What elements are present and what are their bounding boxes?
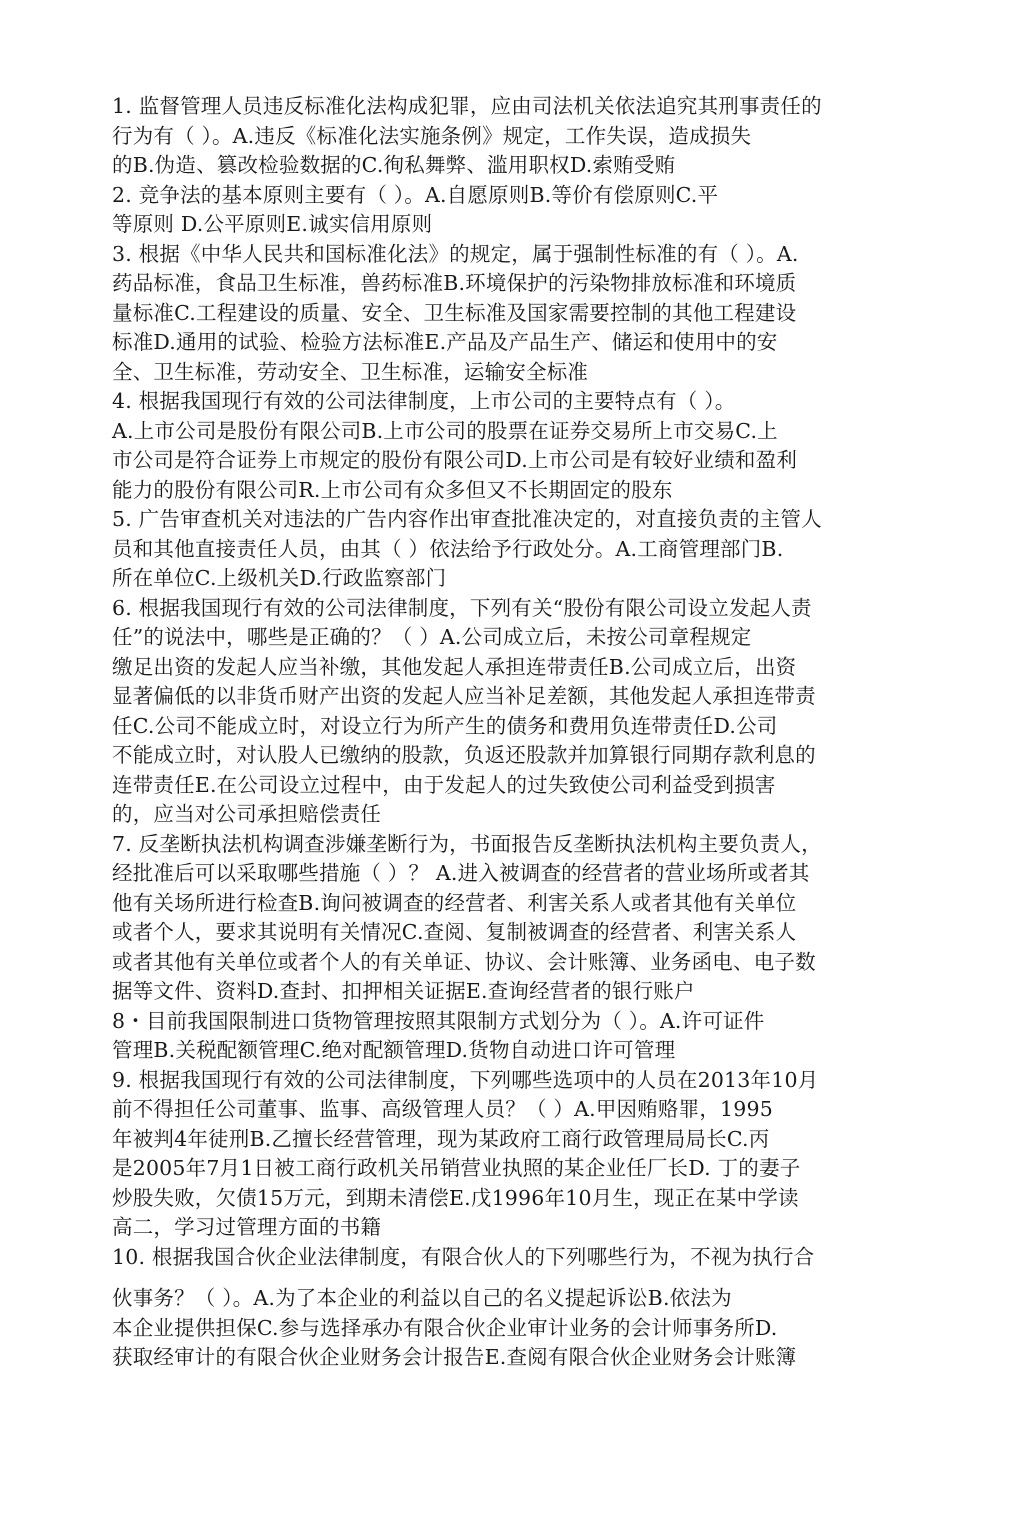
question-line: 能力的股份有限公司R.上市公司有众多但又不长期固定的股东 (112, 477, 673, 502)
question-line: 9. 根据我国现行有效的公司法律制度，下列哪些选项中的人员在2013年10月 (112, 1067, 819, 1092)
question-line: 任”的说法中，哪些是正确的？（ ）A.公司成立后，未按公司章程规定 (112, 625, 752, 649)
question-line: 所在单位C.上级机关D.行政监察部门 (112, 566, 447, 590)
question-line: 或者个人，要求其说明有关情况C.查阅、复制被调查的经营者、利害关系人 (112, 920, 797, 944)
question-line: 5. 广告审查机关对违法的广告内容作出审查批准决定的，对直接负责的主管人 (112, 507, 822, 531)
question-line: 3. 根据《中华人民共和国标准化法》的规定，属于强制性标准的有（ ）。A. (112, 241, 799, 266)
question-1 (112, 92, 892, 181)
question-line: 前不得担任公司董事、监事、高级管理人员？（ ）A.甲因贿赂罪，1995 (112, 1097, 774, 1121)
question-7 (112, 830, 892, 1007)
question-line: 量标准C.工程建设的质量、安全、卫生标准及国家需要控制的其他工程建设 (112, 300, 797, 325)
question-line: 年被判4年徒刑B.乙擅长经营管理，现为某政府工商行政管理局局长C.丙 (112, 1126, 770, 1151)
question-5 (112, 505, 892, 594)
question-line: 4. 根据我国现行有效的公司法律制度，上市公司的主要特点有（ ）。 (112, 389, 736, 413)
question-line: 市公司是符合证券上市规定的股份有限公司D.上市公司是有较好业绩和盈利 (112, 448, 798, 472)
question-line: 8・目前我国限制进口货物管理按照其限制方式划分为（ ）。A.许可证件 (112, 1008, 765, 1033)
question-line: 高二，学习过管理方面的书籍 (112, 1215, 382, 1239)
question-line: 全、卫生标准，劳动安全、卫生标准，运输安全标准 (112, 359, 589, 384)
question-line: 经批准后可以采取哪些措施（ ）？ A.进入被调查的经营者的营业场所或者其 (112, 861, 810, 885)
question-line: 显著偏低的以非货币财产出资的发起人应当补足差额，其他发起人承担连带责 (112, 684, 816, 708)
question-line: 或者其他有关单位或者个人的有关单证、协议、会计账簿、业务函电、电子数 (112, 949, 816, 974)
question-line: 标准D.通用的试验、检验方法标准E.产品及产品生产、储运和使用中的安 (112, 330, 778, 354)
question-list (112, 92, 892, 1373)
question-line: 10. 根据我国合伙企业法律制度，有限合伙人的下列哪些行为，不视为执行合 (112, 1244, 815, 1269)
question-8 (112, 1007, 892, 1066)
question-line: 6. 根据我国现行有效的公司法律制度，下列有关“股份有限公司设立发起人责 (112, 595, 812, 620)
question-line: 本企业提供担保C.参与选择承办有限合伙企业审计业务的会计师事务所D. (112, 1315, 778, 1340)
question-line: 据等文件、资料D.查封、扣押相关证据E.查询经营者的银行账户 (112, 979, 695, 1003)
question-line: 获取经审计的有限合伙企业财务会计报告E.查阅有限合伙企业财务会计账簿 (112, 1345, 797, 1369)
question-line: 他有关场所进行检查B.询问被调查的经营者、利害关系人或者其他有关单位 (112, 890, 797, 915)
question-line: 的，应当对公司承担赔偿责任 (112, 802, 382, 826)
question-line: 药品标准，食品卫生标准，兽药标准B.环境保护的污染物排放标准和环境质 (112, 271, 797, 295)
question-10 (112, 1243, 892, 1373)
question-line: 管理B.关税配额管理C.绝对配额管理D.货物自动进口许可管理 (112, 1038, 676, 1062)
question-line: 1. 监督管理人员违反标准化法构成犯罪，应由司法机关依法追究其刑事责任的 (112, 94, 822, 118)
question-line: 是2005年7月1日被工商行政机关吊销营业执照的某企业任厂长D. 丁的妻子 (112, 1156, 801, 1180)
question-line: 连带责任E.在公司设立过程中，由于发起人的过失致使公司利益受到损害 (112, 772, 776, 797)
question-line: 缴足出资的发起人应当补缴，其他发起人承担连带责任B.公司成立后，出资 (112, 654, 797, 679)
question-line: 不能成立时，对认股人已缴纳的股款，负返还股款并加算银行同期存款利息的 (112, 743, 816, 767)
question-4 (112, 387, 892, 505)
question-line: 员和其他直接责任人员，由其（ ）依法给予行政处分。A.工商管理部门B. (112, 536, 784, 561)
question-6 (112, 594, 892, 830)
question-3 (112, 240, 892, 388)
question-line: 7. 反垄断执法机构调查涉嫌垄断行为，书面报告反垄断执法机构主要负责人， (112, 831, 822, 856)
question-line: 的B.伪造、篡改检验数据的C.徇私舞弊、滥用职权D.索贿受贿 (112, 153, 676, 177)
question-9 (112, 1066, 892, 1243)
question-line: 炒股失败，欠债15万元，到期未清偿E.戊1996年10月生，现正在某中学读 (112, 1185, 799, 1210)
question-line: 2. 竞争法的基本原则主要有（ ）。A.自愿原则B.等价有偿原则C.平 (112, 182, 719, 207)
question-line: 任C.公司不能成立时，对设立行为所产生的债务和费用负连带责任D.公司 (112, 713, 778, 738)
question-2 (112, 181, 892, 240)
question-line: 等原则 D.公平原则E.诚实信用原则 (112, 212, 433, 236)
question-line: 行为有（ ）。A.违反《标准化法实施条例》规定，工作失误，造成损失 (112, 123, 752, 148)
question-line: 伙事务？（ ）。A.为了本企业的利益以自己的名义提起诉讼B.依法为 (112, 1286, 732, 1310)
question-line: A.上市公司是股份有限公司B.上市公司的股票在证券交易所上市交易C.上 (112, 418, 778, 443)
